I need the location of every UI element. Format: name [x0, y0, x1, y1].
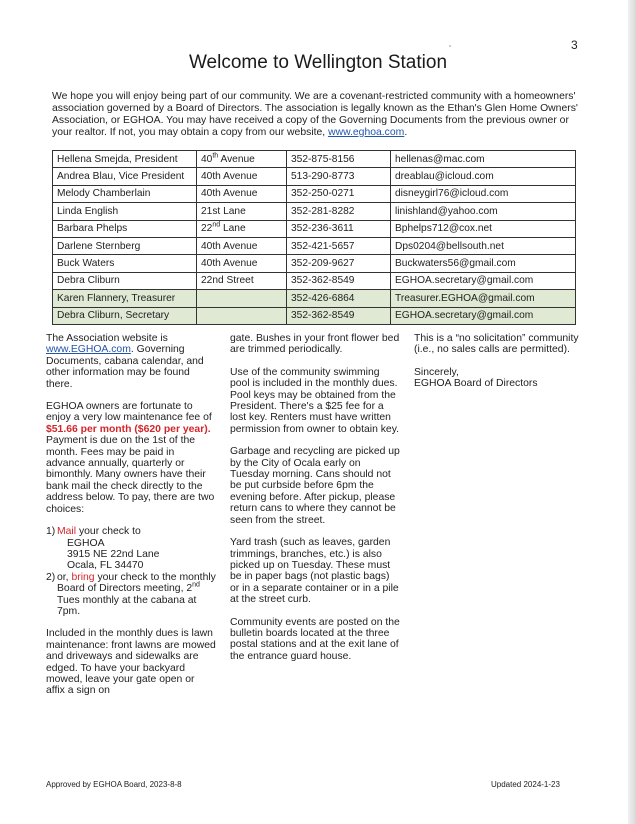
- table-row: [53, 185, 576, 202]
- footer-approved: Approved by EGHOA Board, 2023-8-8: [46, 780, 182, 789]
- officer-street: [197, 307, 287, 324]
- intro-end: .: [404, 127, 408, 138]
- officer-phone: 352-426-6864: [287, 290, 391, 307]
- officer-row: [53, 290, 576, 307]
- officer-name: Debra Cliburn, Secretary: [53, 307, 197, 324]
- choice-number: 1): [46, 526, 56, 538]
- street-text: 22nd Street: [201, 275, 254, 287]
- yard-trash-paragraph: Yard trash (such as leaves, garden trimmings, branches, etc.) is also picked up on Tuesday. These must be in paper bags (not plastic bags) or in a separate container or in a pile at the street curb.: [230, 537, 399, 606]
- footer-updated: Updated 2024-1-23: [491, 780, 560, 789]
- contact-email: Buckwaters56@gmail.com: [391, 255, 576, 272]
- street-suffix: nd: [212, 221, 221, 229]
- address-line: Ocala, FL 34470: [67, 560, 144, 572]
- text: Tues monthly at the cabana at 7pm.: [57, 594, 197, 617]
- contact-street: [197, 220, 287, 237]
- street-text: Avenue: [218, 153, 255, 165]
- street-text: 21st Lane: [201, 205, 246, 217]
- contact-email: hellenas@mac.com: [391, 151, 576, 168]
- page-number: 3: [571, 38, 578, 52]
- contacts-table: [52, 150, 576, 325]
- table-row: [53, 272, 576, 289]
- intro-text: We hope you will enjoy being part of our community. We are a covenant-restricted community with a homeowners' association governed by a Board of Directors. The association is legally known as the Ethan's Glen Home Owners' Association, or EGHOA. You may have received a copy of the Governing Documents from the previous owner or your realtor. If not, you may obtain a copy from our website,: [52, 91, 578, 138]
- contact-name: Darlene Sternberg: [53, 237, 197, 254]
- street-text: 40th Avenue: [201, 171, 258, 183]
- contact-street: [197, 151, 287, 168]
- contact-street: [197, 237, 287, 254]
- contact-street: [197, 255, 287, 272]
- contact-email: dreablau@icloud.com: [391, 168, 576, 185]
- choice-number: 2): [46, 571, 56, 583]
- street-number: 40: [201, 153, 213, 165]
- text: your check to: [76, 526, 141, 538]
- column-middle: [230, 333, 400, 673]
- table-row: [53, 220, 576, 237]
- mail-word: Mail: [57, 526, 77, 538]
- contact-name: Buck Waters: [53, 255, 197, 272]
- street-text: 40th Avenue: [201, 258, 258, 270]
- contact-name: Melody Chamberlain: [53, 185, 197, 202]
- events-paragraph: Community events are posted on the bulletin boards located at the three postal stations and at the exit lane of the entrance guard house.: [230, 616, 400, 662]
- officer-email: Treasurer.EGHOA@gmail.com: [391, 290, 576, 307]
- officer-name: Karen Flannery, Treasurer: [53, 290, 197, 307]
- contact-email: disneygirl76@icloud.com: [391, 185, 576, 202]
- contact-name: Hellena Smejda, President: [53, 151, 197, 168]
- table-row: [53, 151, 576, 168]
- contact-phone: 352-236-3611: [287, 220, 391, 237]
- contact-name: Debra Cliburn: [53, 272, 197, 289]
- garbage-paragraph: Garbage and recycling are picked up by the City of Ocala early on Tuesday morning. Cans should not be put curbside before 6pm the evening before. After pickup, please return cans to where they cannot be seen from the street.: [230, 446, 400, 526]
- address-line: 3915 NE 22nd Lane: [67, 548, 160, 560]
- contact-street: [197, 185, 287, 202]
- contact-street: [197, 203, 287, 220]
- choice-body: [57, 526, 216, 537]
- contact-email: Bphelps712@cox.net: [391, 220, 576, 237]
- officer-row: [53, 307, 576, 324]
- contact-phone: 352-362-8549: [287, 272, 391, 289]
- contact-phone: 352-421-5657: [287, 237, 391, 254]
- contact-phone: 352-875-8156: [287, 151, 391, 168]
- officer-email: EGHOA.secretary@gmail.com: [391, 307, 576, 324]
- text: Payment is due on the 1st of the month. Fees may be paid in advance annually, quarterly or bimonthly. Many owners have their bank mail the check directly to the address below. To pay, there are two choices:: [46, 435, 215, 515]
- contact-phone: 513-290-8773: [287, 168, 391, 185]
- contact-phone: 352-209-9627: [287, 255, 391, 272]
- solicitation-paragraph: This is a “no solicitation” community (i.e., no sales calls are permitted).: [414, 333, 579, 356]
- scan-edge: [628, 0, 636, 824]
- website-link[interactable]: www.eghoa.com: [328, 127, 405, 138]
- choice-mail: [46, 526, 216, 537]
- bushes-paragraph: gate. Bushes in your front flower bed are trimmed periodically.: [230, 333, 400, 356]
- mailing-address: [46, 538, 216, 572]
- contact-email: linishland@yahoo.com: [391, 203, 576, 220]
- contact-street: [197, 272, 287, 289]
- address-line: EGHOA: [67, 537, 105, 549]
- table-row: [53, 255, 576, 272]
- signature-name: EGHOA Board of Directors: [414, 378, 538, 390]
- website-link-2[interactable]: www.EGHOA.com: [46, 344, 131, 356]
- table-row: [53, 168, 576, 185]
- officer-phone: 352-362-8549: [287, 307, 391, 324]
- contact-email: EGHOA.secretary@gmail.com: [391, 272, 576, 289]
- street-text: 40th Avenue: [201, 240, 258, 252]
- signoff: Sincerely,: [414, 366, 459, 378]
- fee-amount: $51.66 per month ($620 per year).: [46, 423, 211, 435]
- contact-phone: 352-250-0271: [287, 185, 391, 202]
- contact-name: Linda English: [53, 203, 197, 220]
- choice-bring: [46, 572, 216, 618]
- text: . Governing Documents, cabana calendar, and other information may be found there.: [46, 344, 204, 390]
- column-left: [46, 333, 216, 708]
- text: your check to the monthly Board of Directors meeting, 2: [57, 571, 216, 595]
- table-row: [53, 237, 576, 254]
- text: EGHOA owners are fortunate to enjoy a very low maintenance fee of: [46, 401, 212, 424]
- choice-body: [57, 572, 216, 618]
- contact-name: Andrea Blau, Vice President: [53, 168, 197, 185]
- contact-phone: 352-281-8282: [287, 203, 391, 220]
- lawn-paragraph: Included in the monthly dues is lawn maintenance: front lawns are mowed and driveways and sidewalks are edged. To have your backyard mowed, leave your gate open or affix a sign on: [46, 628, 216, 697]
- intro-paragraph: [52, 91, 582, 139]
- bring-word: bring: [71, 571, 95, 583]
- scan-speck: [449, 45, 451, 47]
- ordinal-suffix: nd: [192, 581, 200, 589]
- contact-email: Dps0204@bellsouth.net: [391, 237, 576, 254]
- officer-street: [197, 290, 287, 307]
- street-suffix: th: [212, 152, 219, 160]
- page-title: Welcome to Wellington Station: [188, 52, 448, 73]
- contact-street: [197, 168, 287, 185]
- column-right: [414, 333, 584, 390]
- text: or,: [57, 571, 72, 583]
- street-text: Lane: [220, 223, 246, 235]
- contact-name: Barbara Phelps: [53, 220, 197, 237]
- pool-paragraph: Use of the community swimming pool is included in the monthly dues. Pool keys may be obtained from the President. There's a $25 fee for a lost key. Renters must have written permission from owner to obtain key.: [230, 366, 400, 435]
- fee-paragraph: [46, 401, 216, 515]
- street-number: 22: [201, 223, 213, 235]
- street-text: 40th Avenue: [201, 188, 258, 200]
- text: The Association website is: [46, 333, 168, 344]
- table-row: [53, 203, 576, 220]
- website-paragraph: [46, 333, 216, 390]
